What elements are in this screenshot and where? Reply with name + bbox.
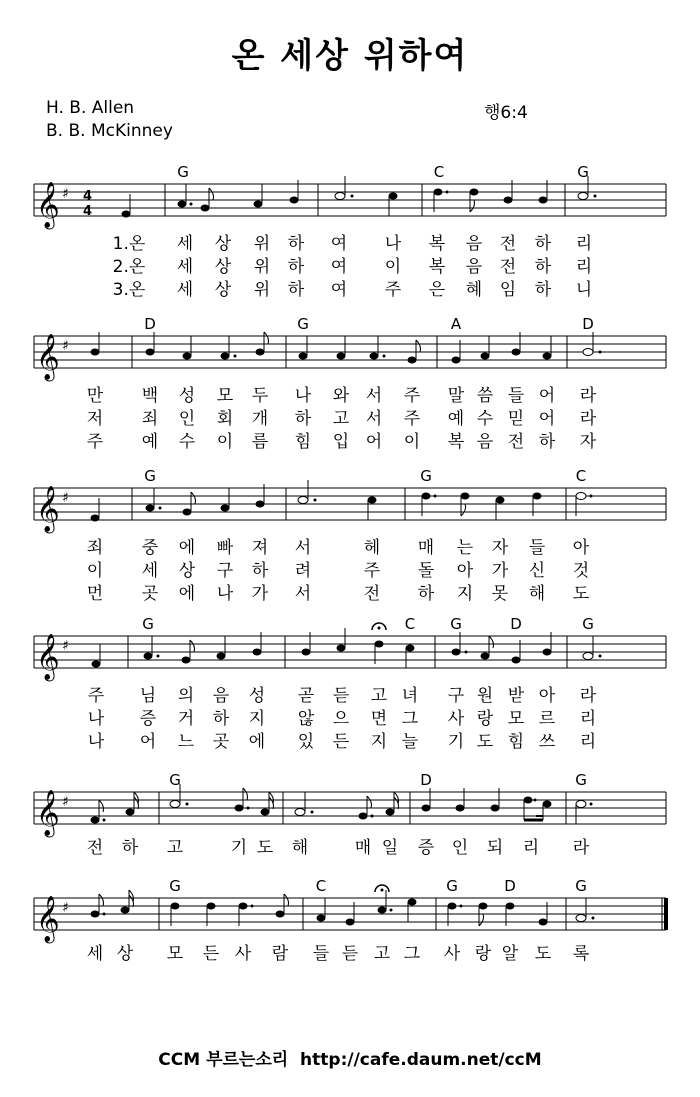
sharp-icon: ♯ [62, 900, 69, 916]
syllable: 음 [465, 257, 483, 277]
chord-symbol: C [404, 615, 416, 633]
syllable: 주 [403, 386, 421, 406]
syllable: 곧 [297, 686, 315, 706]
syllable: 매 [417, 538, 435, 558]
syllable: 은 [428, 280, 446, 300]
syllable: 1.온 [112, 234, 146, 254]
syllable: 나 [294, 386, 312, 406]
treble-clef-icon: 𝄞 [36, 182, 60, 228]
fermata-dot [381, 889, 384, 892]
lyric-line [0, 939, 700, 965]
syllable: 주 [403, 409, 421, 429]
syllable: 여 [330, 280, 348, 300]
syllable: 니 [575, 280, 593, 300]
syllable: 와 [332, 386, 350, 406]
chord-symbol: C [433, 163, 445, 181]
time-signature-bottom: 4 [83, 204, 93, 219]
syllable: 져 [251, 538, 269, 558]
syllable: 예 [447, 409, 465, 429]
syllable: 위 [253, 280, 271, 300]
syllable: 상 [214, 257, 232, 277]
syllable: 임 [499, 280, 517, 300]
chord-symbol: G [169, 877, 181, 895]
syllable: 려 [294, 561, 312, 581]
syllable: 원 [476, 686, 494, 706]
syllable: 아 [456, 561, 474, 581]
syllable: 상 [116, 944, 134, 964]
chord-symbol: C [315, 877, 327, 895]
syllable: 상 [214, 280, 232, 300]
final-barline [664, 898, 668, 930]
notes [91, 480, 593, 522]
chord-symbol: D [504, 877, 516, 895]
chord-symbol: C [575, 467, 587, 485]
syllable: 도 [256, 838, 274, 858]
syllable: 2.온 [112, 257, 146, 277]
notes [91, 784, 593, 824]
syllable: 듣 [341, 944, 359, 964]
chord-symbol: D [582, 315, 594, 333]
syllable: 주 [363, 561, 381, 581]
syllable: 입 [332, 432, 350, 452]
syllable: 매 [354, 838, 372, 858]
syllable: 하 [538, 432, 556, 452]
syllable: 라 [579, 409, 597, 429]
syllable: 어 [538, 386, 556, 406]
syllable: 회 [216, 409, 234, 429]
lyricist: B. B. McKinney [46, 121, 173, 141]
syllable: 라 [572, 838, 590, 858]
syllable: 라 [579, 686, 597, 706]
chord-symbol: G [142, 615, 154, 633]
syllable: 고 [373, 944, 391, 964]
song-title: 온 세상 위하여 [231, 36, 469, 76]
syllable: 세 [86, 944, 104, 964]
syllable: 하 [417, 584, 435, 604]
lyric-line [0, 427, 700, 453]
syllable: 랑 [474, 944, 492, 964]
syllable: 고 [370, 686, 388, 706]
syllable: 서 [294, 538, 312, 558]
syllable: 되 [486, 838, 504, 858]
syllable: 람 [271, 944, 289, 964]
syllable: 중 [141, 538, 159, 558]
syllable: 하 [287, 234, 305, 254]
scripture-reference: 행6:4 [484, 103, 528, 123]
syllable: 에 [248, 732, 266, 752]
syllable: 지 [370, 732, 388, 752]
syllable: 힘 [507, 732, 525, 752]
syllable: 모 [216, 386, 234, 406]
syllable: 모 [507, 709, 525, 729]
syllable: 세 [176, 280, 194, 300]
treble-clef-icon: 𝄞 [36, 790, 60, 836]
syllable: 개 [251, 409, 269, 429]
syllable: 사 [447, 709, 465, 729]
syllable: 않 [297, 709, 315, 729]
syllable: 는 [456, 538, 474, 558]
syllable: 들 [312, 944, 330, 964]
syllable: 라 [579, 386, 597, 406]
syllable: 이 [216, 432, 234, 452]
syllable: 먼 [86, 584, 104, 604]
syllable: 하 [294, 409, 312, 429]
syllable: 도 [572, 584, 590, 604]
syllable: 나 [216, 584, 234, 604]
syllable: 사 [443, 944, 461, 964]
lyric-line [0, 833, 700, 859]
syllable: 하 [287, 257, 305, 277]
syllable: 상 [178, 561, 196, 581]
chord-symbol: G [575, 877, 587, 895]
syllable: 의 [177, 686, 195, 706]
syllable: 에 [178, 584, 196, 604]
sharp-icon: ♯ [62, 638, 69, 654]
syllable: 지 [456, 584, 474, 604]
syllable: 기 [447, 732, 465, 752]
syllable: 만 [86, 386, 104, 406]
music-staff [0, 322, 700, 382]
syllable: 으 [332, 709, 350, 729]
syllable: 혜 [465, 280, 483, 300]
syllable: 인 [178, 409, 196, 429]
composer: H. B. Allen [46, 98, 135, 118]
syllable: 전 [363, 584, 381, 604]
syllable: 해 [528, 584, 546, 604]
syllable: 빠 [216, 538, 234, 558]
syllable: 도 [476, 732, 494, 752]
syllable: 늘 [401, 732, 419, 752]
syllable: 하 [121, 838, 139, 858]
chord-symbol: D [420, 771, 432, 789]
syllable: 믿 [507, 409, 525, 429]
syllable: 음 [465, 234, 483, 254]
music-staff [0, 474, 700, 534]
syllable: 이 [86, 561, 104, 581]
syllable: 어 [139, 732, 157, 752]
syllable: 헤 [363, 538, 381, 558]
notes [92, 628, 602, 668]
time-signature-top: 4 [83, 189, 93, 204]
chord-symbol: D [510, 615, 522, 633]
footer [0, 1045, 700, 1070]
syllable: 서 [294, 584, 312, 604]
chord-symbol: G [420, 467, 432, 485]
syllable: 리 [579, 709, 597, 729]
chord-symbol: G [169, 771, 181, 789]
syllable: 여 [330, 257, 348, 277]
syllable: 님 [139, 686, 157, 706]
syllable: 성 [248, 686, 266, 706]
fermata-dot [378, 627, 381, 630]
syllable: 수 [476, 409, 494, 429]
lyric-line [0, 727, 700, 753]
syllable: 전 [499, 234, 517, 254]
treble-clef-icon: 𝄞 [36, 896, 60, 942]
syllable: 일 [381, 838, 399, 858]
syllable: 쓰 [538, 732, 556, 752]
sharp-icon: ♯ [62, 338, 69, 354]
syllable: 죄 [141, 409, 159, 429]
syllable: 음 [212, 686, 230, 706]
syllable: 든 [332, 732, 350, 752]
syllable: 하 [534, 280, 552, 300]
syllable: 하 [534, 234, 552, 254]
music-staff [0, 622, 700, 682]
syllable: 아 [572, 538, 590, 558]
syllable: 듣 [332, 686, 350, 706]
chord-symbol: G [446, 877, 458, 895]
syllable: 이 [403, 432, 421, 452]
syllable: 것 [572, 561, 590, 581]
syllable: 하 [287, 280, 305, 300]
chord-symbol: G [177, 163, 189, 181]
syllable: 못 [491, 584, 509, 604]
syllable: 전 [499, 257, 517, 277]
syllable: 여 [330, 234, 348, 254]
syllable: 저 [86, 409, 104, 429]
syllable: 가 [491, 561, 509, 581]
syllable: 두 [251, 386, 269, 406]
footer-label: CCM 부르는소리 [158, 1050, 289, 1070]
syllable: 나 [87, 709, 105, 729]
syllable: 해 [291, 838, 309, 858]
syllable: 받 [507, 686, 525, 706]
syllable: 위 [253, 257, 271, 277]
syllable: 세 [176, 234, 194, 254]
syllable: 신 [528, 561, 546, 581]
syllable: 랑 [476, 709, 494, 729]
notes [91, 332, 602, 364]
syllable: 이 [384, 257, 402, 277]
syllable: 하 [534, 257, 552, 277]
syllable: 세 [176, 257, 194, 277]
chord-symbol: G [577, 163, 589, 181]
syllable: 기 [230, 838, 248, 858]
chord-symbol: G [297, 315, 309, 333]
syllable: 면 [370, 709, 388, 729]
syllable: 하 [251, 561, 269, 581]
syllable: 도 [534, 944, 552, 964]
syllable: 고 [166, 838, 184, 858]
chord-symbol: G [582, 615, 594, 633]
syllable: 에 [178, 538, 196, 558]
music-staff [0, 778, 700, 838]
syllable: 증 [139, 709, 157, 729]
syllable: 인 [451, 838, 469, 858]
syllable: 가 [251, 584, 269, 604]
syllable: 힘 [294, 432, 312, 452]
syllable: 느 [177, 732, 195, 752]
syllable: 알 [501, 944, 519, 964]
syllable: 주 [87, 686, 105, 706]
syllable: 상 [214, 234, 232, 254]
syllable: 주 [86, 432, 104, 452]
music-staff [0, 170, 700, 230]
syllable: 리 [575, 234, 593, 254]
syllable: 록 [572, 944, 590, 964]
music-staff [0, 884, 700, 944]
chord-symbol: G [144, 467, 156, 485]
syllable: 말 [447, 386, 465, 406]
syllable: 르 [538, 709, 556, 729]
syllable: 그 [401, 709, 419, 729]
syllable: 곳 [141, 584, 159, 604]
syllable: 모 [166, 944, 184, 964]
syllable: 곳 [212, 732, 230, 752]
sharp-icon: ♯ [62, 490, 69, 506]
syllable: 리 [575, 257, 593, 277]
syllable: 백 [141, 386, 159, 406]
lyric-line [0, 579, 700, 605]
syllable: 나 [384, 234, 402, 254]
syllable: 있 [297, 732, 315, 752]
syllable: 예 [141, 432, 159, 452]
notes [91, 890, 595, 926]
syllable: 자 [491, 538, 509, 558]
syllable: 성 [178, 386, 196, 406]
syllable: 음 [476, 432, 494, 452]
chord-symbol: A [450, 315, 462, 333]
syllable: 그 [403, 944, 421, 964]
syllable: 들 [507, 386, 525, 406]
syllable: 하 [212, 709, 230, 729]
syllable: 복 [447, 432, 465, 452]
treble-clef-icon: 𝄞 [36, 334, 60, 380]
treble-clef-icon: 𝄞 [36, 634, 60, 680]
syllable: 전 [86, 838, 104, 858]
syllable: 복 [428, 234, 446, 254]
syllable: 3.온 [112, 280, 146, 300]
sharp-icon: ♯ [62, 794, 69, 810]
syllable: 돌 [417, 561, 435, 581]
syllable: 어 [365, 432, 383, 452]
syllable: 위 [253, 234, 271, 254]
notes [122, 176, 597, 218]
chord-symbol: G [575, 771, 587, 789]
lyric-line [0, 275, 700, 301]
syllable: 리 [522, 838, 540, 858]
treble-clef-icon: 𝄞 [36, 486, 60, 532]
syllable: 녀 [401, 686, 419, 706]
syllable: 세 [141, 561, 159, 581]
syllable: 리 [579, 732, 597, 752]
sharp-icon: ♯ [62, 186, 69, 202]
syllable: 씀 [476, 386, 494, 406]
syllable: 들 [528, 538, 546, 558]
syllable: 구 [216, 561, 234, 581]
syllable: 름 [251, 432, 269, 452]
syllable: 구 [447, 686, 465, 706]
syllable: 복 [428, 257, 446, 277]
syllable: 지 [248, 709, 266, 729]
syllable: 수 [178, 432, 196, 452]
footer-url[interactable]: http://cafe.daum.net/ccM [300, 1050, 542, 1070]
syllable: 자 [579, 432, 597, 452]
syllable: 어 [538, 409, 556, 429]
syllable: 고 [332, 409, 350, 429]
syllable: 주 [384, 280, 402, 300]
syllable: 거 [177, 709, 195, 729]
syllable: 증 [417, 838, 435, 858]
syllable: 아 [538, 686, 556, 706]
syllable: 사 [234, 944, 252, 964]
syllable: 죄 [86, 538, 104, 558]
syllable: 든 [202, 944, 220, 964]
chord-symbol: G [450, 615, 462, 633]
chord-symbol: D [144, 315, 156, 333]
syllable: 나 [87, 732, 105, 752]
syllable: 전 [507, 432, 525, 452]
syllable: 서 [365, 409, 383, 429]
syllable: 서 [365, 386, 383, 406]
